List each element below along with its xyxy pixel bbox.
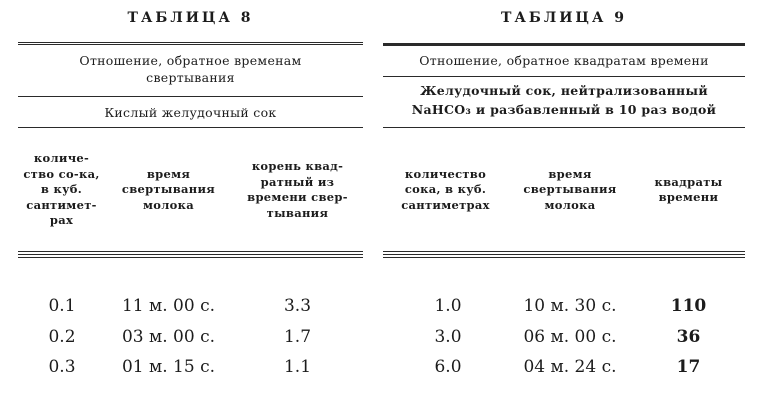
table-cell: 17 <box>676 357 701 377</box>
column-header-label: время свертывания молока <box>121 166 216 212</box>
table-caption: Отношение, обратное квадратам времени <box>419 53 709 68</box>
divider <box>18 254 363 255</box>
table-cell: 6.0 <box>434 357 462 377</box>
table-cell: 0.1 <box>48 296 76 316</box>
table-cell: 01 м. 15 с. <box>121 357 216 377</box>
table-cell: 11 м. 00 с. <box>121 296 216 316</box>
table-subcaption-line: NaHCO₃ и разбавленный в 10 раз водой <box>411 102 717 117</box>
column-header-label: количе-ство со-ка, в куб. сантимет-рах <box>23 151 100 228</box>
table-cell: 3.3 <box>283 296 312 316</box>
divider <box>383 43 745 46</box>
table-subcaption-line: Желудочный сок, нейтрализованный <box>420 83 708 98</box>
column-header <box>232 130 363 250</box>
divider <box>383 76 745 77</box>
column-header <box>106 130 231 250</box>
table-subcaption: Кислый желудочный сок <box>104 105 277 120</box>
column-header <box>632 130 745 250</box>
table-cell: 36 <box>676 327 701 347</box>
table-cell: 1.1 <box>283 357 312 377</box>
column-header <box>509 130 631 250</box>
divider <box>383 257 745 258</box>
table-cell: 1.7 <box>283 327 312 347</box>
table-cell: 3.0 <box>434 327 462 347</box>
table-cell: 0.3 <box>48 357 76 377</box>
table-caption: Отношение, обратное временам свертывания <box>79 53 302 85</box>
column-header-label: время свертывания молока <box>523 166 617 212</box>
divider <box>18 42 363 43</box>
column-header <box>383 130 508 250</box>
column-header-label: количество сока, в куб. сантиметрах <box>401 166 490 212</box>
divider <box>18 96 363 97</box>
table-cell: 04 м. 24 с. <box>523 357 617 377</box>
divider <box>18 44 363 45</box>
table-cell: 1.0 <box>434 296 462 316</box>
table-cell: 110 <box>670 296 707 316</box>
divider <box>18 257 363 258</box>
table-title: ТАБЛИЦА 9 <box>501 10 627 26</box>
table-title: ТАБЛИЦА 8 <box>127 10 254 26</box>
table-cell: 03 м. 00 с. <box>121 327 216 347</box>
column-header-label: квадраты времени <box>654 174 723 204</box>
column-header <box>18 130 105 250</box>
divider <box>383 127 745 128</box>
column-header-label: корень квад-ратный из времени свер-тывания <box>247 159 348 220</box>
table-cell: 0.2 <box>48 327 76 347</box>
divider <box>383 251 745 252</box>
table-cell: 06 м. 00 с. <box>523 327 617 347</box>
divider <box>18 127 363 128</box>
divider <box>383 254 745 255</box>
table-cell: 10 м. 30 с. <box>523 296 617 316</box>
divider <box>18 251 363 252</box>
